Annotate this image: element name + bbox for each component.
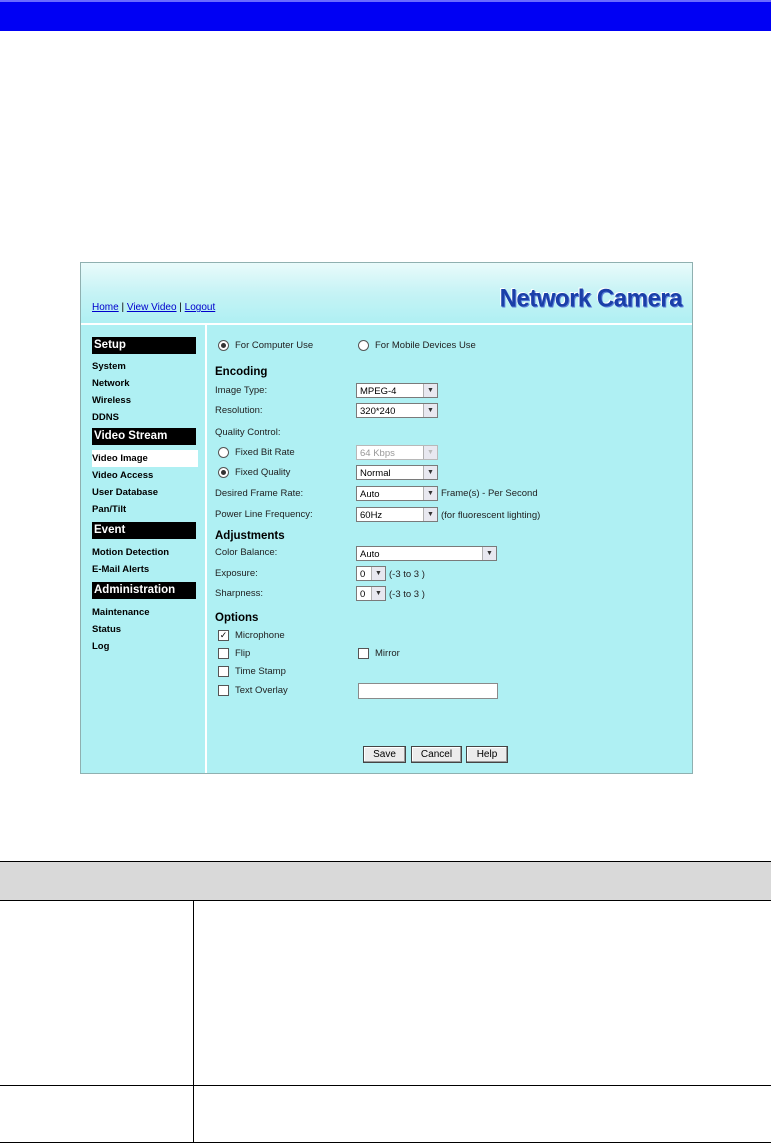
sidebar-item-video-access[interactable]: Video Access (92, 470, 154, 481)
frame-rate-select[interactable] (356, 486, 438, 501)
options-heading: Options (215, 612, 259, 624)
sidebar-item-status[interactable]: Status (92, 624, 122, 635)
sidebar-item-maintenance[interactable]: Maintenance (92, 607, 150, 618)
sidebar-item-network[interactable]: Network (92, 378, 130, 389)
flip-checkbox[interactable] (218, 648, 229, 659)
logout-link[interactable]: Logout (184, 302, 216, 313)
color-balance-value: Auto (360, 549, 380, 560)
frame-rate-value: Auto (360, 489, 380, 500)
mirror-label: Mirror (375, 648, 400, 660)
exposure-label: Exposure: (215, 568, 258, 579)
mobile-use-option[interactable] (358, 340, 476, 351)
frame-rate-label: Desired Frame Rate: (215, 488, 304, 499)
sidebar-item-email-alerts[interactable]: E-Mail Alerts (92, 564, 150, 575)
adjustments-heading: Adjustments (215, 530, 285, 542)
table-bottom-border (0, 1142, 771, 1143)
fixed-quality-option[interactable] (218, 467, 290, 478)
sharpness-select[interactable] (356, 586, 386, 601)
text-overlay-option[interactable] (218, 685, 288, 696)
exposure-value: 0 (360, 569, 366, 580)
chevron-down-icon: ▼ (423, 446, 437, 459)
bit-rate-value: 64 Kbps (360, 448, 395, 459)
sidebar-item-motion-detection[interactable]: Motion Detection (92, 547, 170, 558)
mirror-option[interactable] (358, 648, 400, 659)
cancel-button[interactable]: Cancel (411, 746, 462, 763)
table-divider (0, 900, 771, 901)
sidebar-item-wireless[interactable]: Wireless (92, 395, 131, 406)
top-nav (92, 302, 215, 313)
sidebar-section-setup: Setup (92, 337, 196, 354)
table-column-divider (193, 900, 194, 1142)
chevron-down-icon: ▼ (423, 508, 437, 521)
exposure-select[interactable] (356, 566, 386, 581)
color-balance-select[interactable] (356, 546, 497, 561)
quality-select[interactable] (356, 465, 438, 480)
page-title-bar (0, 0, 771, 31)
chevron-down-icon: ▼ (423, 404, 437, 417)
chevron-down-icon: ▼ (423, 487, 437, 500)
mobile-use-radio[interactable] (358, 340, 369, 351)
text-overlay-label: Text Overlay (235, 685, 288, 697)
microphone-checkbox[interactable]: ✓ (219, 630, 228, 640)
mobile-use-label: For Mobile Devices Use (375, 340, 476, 352)
flip-label: Flip (235, 648, 251, 660)
image-type-value: MPEG-4 (360, 386, 397, 397)
text-overlay-input[interactable] (358, 683, 498, 699)
bit-rate-select[interactable] (356, 445, 438, 460)
computer-use-option[interactable] (218, 340, 313, 351)
home-link[interactable]: Home (92, 302, 119, 313)
mirror-checkbox[interactable] (358, 648, 369, 659)
nav-separator: | (118, 302, 127, 313)
chevron-down-icon: ▼ (482, 547, 496, 560)
time-stamp-label: Time Stamp (235, 666, 286, 678)
sidebar-item-ddns[interactable]: DDNS (92, 412, 119, 423)
sidebar-section-event: Event (92, 522, 196, 539)
view-video-link[interactable]: View Video (126, 302, 177, 313)
chevron-down-icon: ▼ (423, 466, 437, 479)
sidebar-item-log[interactable]: Log (92, 641, 110, 652)
image-type-select[interactable] (356, 383, 438, 398)
power-line-note: (for fluorescent lighting) (441, 510, 541, 521)
sidebar-item-video-image[interactable]: Video Image (92, 450, 198, 467)
chevron-down-icon: ▼ (371, 587, 385, 600)
sidebar-divider (205, 325, 207, 773)
exposure-range: (-3 to 3 ) (389, 569, 425, 580)
sharpness-label: Sharpness: (215, 588, 264, 599)
resolution-value: 320*240 (360, 406, 396, 417)
sidebar-item-pan-tilt[interactable]: Pan/Tilt (92, 504, 127, 515)
camera-header (81, 263, 692, 323)
color-balance-label: Color Balance: (215, 547, 278, 558)
resolution-select[interactable] (356, 403, 438, 418)
power-line-select[interactable] (356, 507, 438, 522)
table-divider (0, 1085, 771, 1086)
fixed-bit-rate-label: Fixed Bit Rate (235, 447, 295, 459)
settings-form (215, 325, 685, 773)
image-type-label: Image Type: (215, 385, 268, 396)
fixed-quality-radio[interactable] (218, 467, 229, 478)
computer-use-radio[interactable] (218, 340, 229, 351)
table-header-row (0, 862, 771, 900)
microphone-option[interactable] (218, 630, 285, 641)
power-line-label: Power Line Frequency: (215, 509, 313, 520)
quality-value: Normal (360, 468, 391, 479)
sharpness-range: (-3 to 3 ) (389, 589, 425, 600)
chevron-down-icon: ▼ (423, 384, 437, 397)
network-camera-panel (80, 262, 693, 774)
fixed-bit-rate-option[interactable] (218, 447, 295, 458)
nav-separator: | (176, 302, 185, 313)
fixed-bit-rate-radio[interactable] (218, 447, 229, 458)
text-overlay-checkbox[interactable] (218, 685, 229, 696)
time-stamp-checkbox[interactable] (218, 666, 229, 677)
power-line-value: 60Hz (360, 510, 383, 521)
resolution-label: Resolution: (215, 405, 263, 416)
help-button[interactable]: Help (466, 746, 508, 763)
sidebar-section-administration: Administration (92, 582, 196, 599)
sidebar-item-system[interactable]: System (92, 361, 126, 372)
fixed-quality-label: Fixed Quality (235, 467, 291, 479)
brand-logo: Network Camera (499, 284, 682, 313)
frame-rate-unit: Frame(s) - Per Second (441, 488, 538, 499)
computer-use-label: For Computer Use (235, 340, 314, 352)
encoding-heading: Encoding (215, 366, 268, 378)
flip-option[interactable] (218, 648, 250, 659)
time-stamp-option[interactable] (218, 666, 286, 677)
sharpness-value: 0 (360, 589, 366, 600)
sidebar-item-user-database[interactable]: User Database (92, 487, 159, 498)
quality-control-label: Quality Control: (215, 427, 281, 438)
microphone-label: Microphone (235, 630, 285, 642)
chevron-down-icon: ▼ (371, 567, 385, 580)
sidebar (92, 337, 196, 655)
save-button[interactable]: Save (363, 746, 406, 763)
sidebar-section-video-stream: Video Stream (92, 428, 196, 445)
